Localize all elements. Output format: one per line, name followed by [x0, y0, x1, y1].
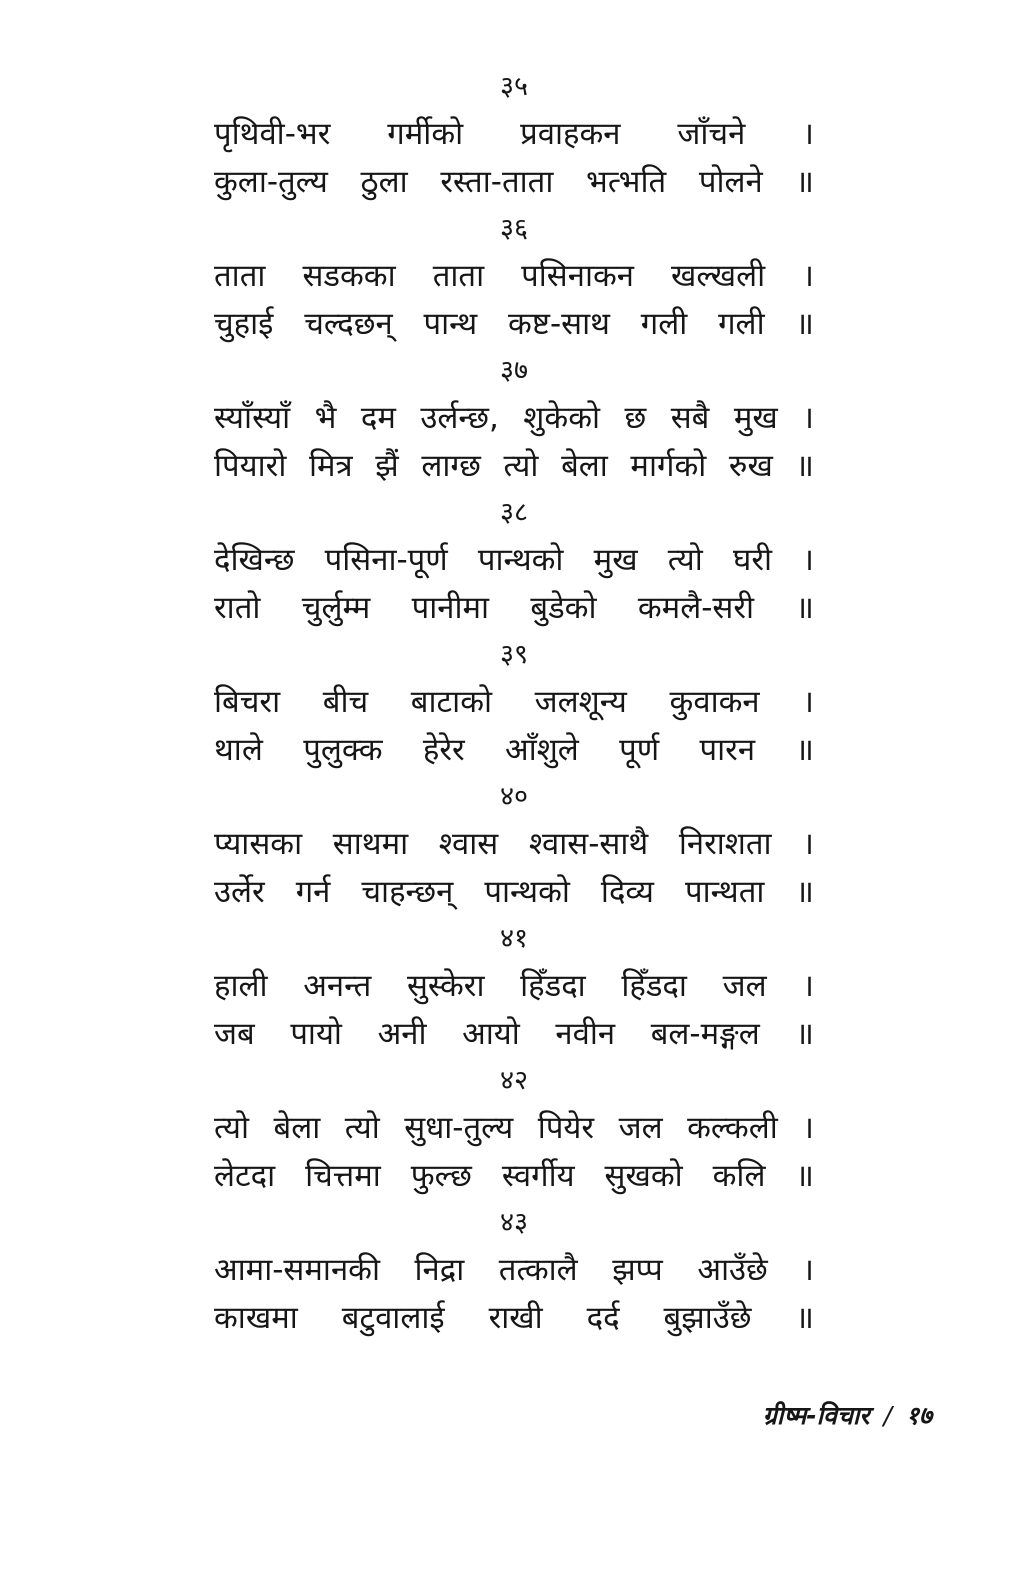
verse-line: जब पायो अनी आयो नवीन बल-मङ्गल ॥: [214, 1016, 814, 1052]
stanza-number: ३६: [499, 213, 529, 244]
footer-title: ग्रीष्म-विचार: [762, 1401, 870, 1430]
stanza: [214, 1200, 814, 1342]
verse-line: बिचरा बीच बाटाको जलशून्य कुवाकन ।: [214, 684, 814, 720]
verse-line: लेटदा चित्तमा फुल्छ स्वर्गीय सुखको कलि ॥: [214, 1158, 814, 1194]
page-number: १७: [905, 1401, 932, 1430]
page-footer: [763, 1398, 932, 1432]
verse-line: देखिन्छ पसिना-पूर्ण पान्थको मुख त्यो घरी ।: [214, 542, 814, 578]
stanza: [214, 632, 814, 774]
verse-line: रातो चुर्लुम्म पानीमा बुडेको कमलै-सरी ॥: [214, 590, 814, 626]
stanza-number: ३७: [499, 355, 529, 386]
verse-line: थाले पुलुक्क हेरेर आँशुले पूर्ण पारन ॥: [214, 732, 814, 768]
stanza-number: ४३: [499, 1207, 529, 1238]
stanza: [214, 206, 814, 348]
stanza: [214, 774, 814, 916]
stanza-number: ४०: [499, 781, 529, 812]
verse-line: पियारो मित्र झैं लाग्छ त्यो बेला मार्गको रुख ॥: [214, 448, 814, 484]
stanza: [214, 64, 814, 206]
verse-line: स्याँस्याँ भै दम उर्लन्छ, शुकेको छ सबै मुख ।: [214, 400, 814, 436]
verse-line: हाली अनन्त सुस्केरा हिँडदा हिँडदा जल ।: [214, 968, 814, 1004]
verse-line: कुला-तुल्य ठुला रस्ता-ताता भत्भति पोलने ॥: [214, 164, 814, 200]
stanza-number: ३८: [499, 497, 529, 528]
stanza: [214, 1058, 814, 1200]
stanza: [214, 916, 814, 1058]
verse-line: काखमा बटुवालाई राखी दर्द बुझाउँछे ॥: [214, 1300, 814, 1336]
verse-line: त्यो बेला त्यो सुधा-तुल्य पियेर जल कल्कली ।: [214, 1110, 814, 1146]
poem-body: [214, 64, 814, 1342]
verse-line: प्यासका साथमा श्वास श्वास-साथै निराशता ।: [214, 826, 814, 862]
footer-separator: /: [883, 1401, 892, 1430]
verse-line: चुहाई चल्दछन् पान्थ कष्ट-साथ गली गली ॥: [214, 306, 814, 342]
verse-line: उर्लेर गर्न चाहन्छन् पान्थको दिव्य पान्थता ॥: [214, 874, 814, 910]
verse-line: ताता सडकका ताता पसिनाकन खल्खली ।: [214, 258, 814, 294]
stanza: [214, 490, 814, 632]
stanza-number: ४१: [499, 923, 529, 954]
stanza-number: ३५: [499, 71, 529, 102]
verse-line: पृथिवी-भर गर्मीको प्रवाहकन जाँचने ।: [214, 116, 814, 152]
verse-line: आमा-समानकी निद्रा तत्कालै झप्प आउँछे ।: [214, 1252, 814, 1288]
stanza: [214, 348, 814, 490]
stanza-number: ४२: [499, 1065, 529, 1096]
stanza-number: ३९: [499, 639, 529, 670]
